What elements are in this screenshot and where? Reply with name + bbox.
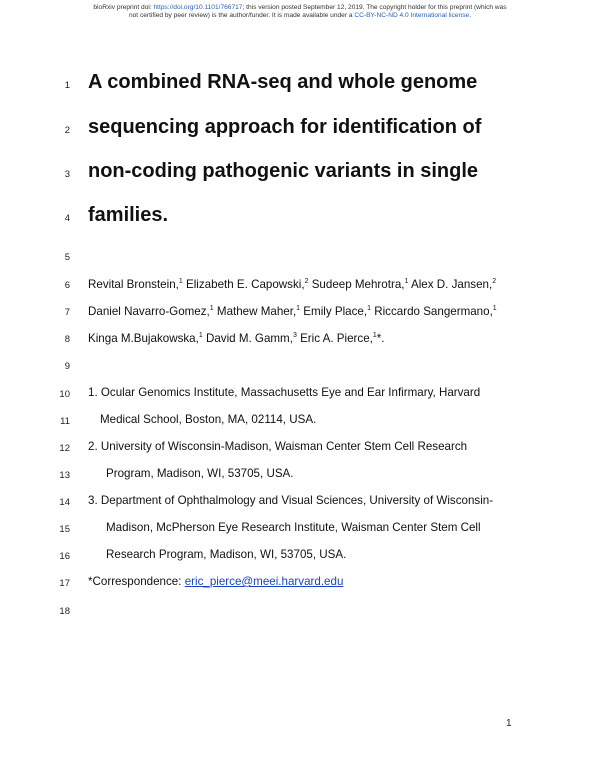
- line-number: 12: [59, 443, 70, 454]
- author-affil-mark: 1: [492, 305, 497, 313]
- affiliation-3-line-2: Madison, McPherson Eye Research Institute, Waisman Center Stem Cell: [106, 521, 481, 534]
- preprint-banner: [0, 4, 600, 20]
- line-number: 10: [59, 389, 70, 400]
- title-line-4: families.: [88, 204, 169, 226]
- banner-line-2: [0, 12, 600, 20]
- author-affil-mark: 1: [178, 278, 183, 286]
- author-affil-mark: 1: [198, 332, 203, 340]
- author-name: Sudeep Mehrotra,: [308, 278, 405, 291]
- page-number: 1: [506, 718, 512, 729]
- line-number: 1: [64, 80, 70, 91]
- author-name: Emily Place,: [300, 305, 368, 318]
- author-name: David M. Gamm,: [202, 332, 293, 345]
- author-name: Kinga M.Bujakowska,: [88, 332, 199, 345]
- affiliation-1-line-1: 1. Ocular Genomics Institute, Massachusetts Eye and Ear Infirmary, Harvard: [88, 386, 481, 399]
- license-link[interactable]: CC-BY-NC-ND 4.0 International license: [354, 12, 470, 19]
- line-number: 11: [60, 416, 70, 427]
- author-name: Daniel Navarro-Gomez,: [88, 305, 210, 318]
- line-number: 6: [64, 280, 70, 291]
- line-number: 18: [59, 606, 70, 617]
- author-affil-mark: 3: [292, 332, 297, 340]
- author-name: Eric A. Pierce,: [296, 332, 373, 345]
- line-number: 5: [64, 252, 70, 263]
- line-number: 16: [59, 551, 70, 562]
- title-line-3: non-coding pathogenic variants in single: [88, 160, 479, 182]
- author-name: Revital Bronstein,: [88, 278, 179, 291]
- author-name: Alex D. Jansen,: [408, 278, 493, 291]
- author-affil-mark: 1: [209, 305, 214, 313]
- authors-line-2: [88, 305, 497, 318]
- line-number: 3: [64, 169, 70, 180]
- author-name: Riccardo Sangermano,: [371, 305, 493, 318]
- author-affil-mark: 1: [372, 332, 377, 340]
- author-affil-mark: 1: [296, 305, 301, 313]
- banner-line-1: [0, 4, 600, 12]
- banner-text-d: .: [469, 12, 472, 19]
- affiliation-1-line-2: Medical School, Boston, MA, 02114, USA.: [100, 413, 317, 426]
- affiliation-3-line-3: Research Program, Madison, WI, 53705, USA.: [106, 548, 347, 561]
- line-number: 9: [64, 361, 70, 372]
- line-number: 2: [64, 125, 70, 136]
- author-affil-mark: 2: [304, 278, 309, 286]
- authors-line-1: [88, 278, 496, 291]
- author-affil-mark: 1: [367, 305, 371, 313]
- affiliation-3-line-1: 3. Department of Ophthalmology and Visual Sciences, University of Wisconsin-: [88, 494, 494, 507]
- affiliation-2-line-2: Program, Madison, WI, 53705, USA.: [106, 467, 294, 480]
- line-number: 14: [59, 497, 70, 508]
- line-number: 4: [64, 213, 70, 224]
- line-number: 15: [59, 524, 70, 535]
- author-name: Mathew Maher,: [213, 305, 297, 318]
- line-number: 7: [64, 307, 70, 318]
- correspondence: [88, 575, 343, 588]
- banner-text-a: bioRxiv preprint doi:: [93, 4, 154, 11]
- author-affil-mark: 1: [404, 278, 409, 286]
- authors-line-3: [88, 332, 385, 345]
- doi-link[interactable]: https://doi.org/10.1101/766717: [153, 4, 243, 11]
- correspondence-label: *Correspondence:: [88, 575, 185, 588]
- author-name: Elizabeth E. Capowski,: [182, 278, 305, 291]
- banner-text-b: ; this version posted September 12, 2019. The copyright holder for this preprint (which was: [242, 4, 507, 11]
- title-line-1: A combined RNA-seq and whole genome: [88, 71, 478, 93]
- banner-text-c: not certified by peer review) is the author/funder. It is made available under a: [128, 12, 355, 19]
- title-line-2: sequencing approach for identification of: [88, 116, 482, 138]
- line-number: 8: [64, 334, 70, 345]
- author-affil-mark: 2: [492, 278, 497, 286]
- affiliation-2-line-1: 2. University of Wisconsin-Madison, Waisman Center Stem Cell Research: [88, 440, 468, 453]
- corresponding-mark: *.: [376, 332, 385, 345]
- correspondence-email-link[interactable]: eric_pierce@meei.harvard.edu: [184, 575, 344, 588]
- line-number: 17: [59, 578, 70, 589]
- line-number: 13: [59, 470, 70, 481]
